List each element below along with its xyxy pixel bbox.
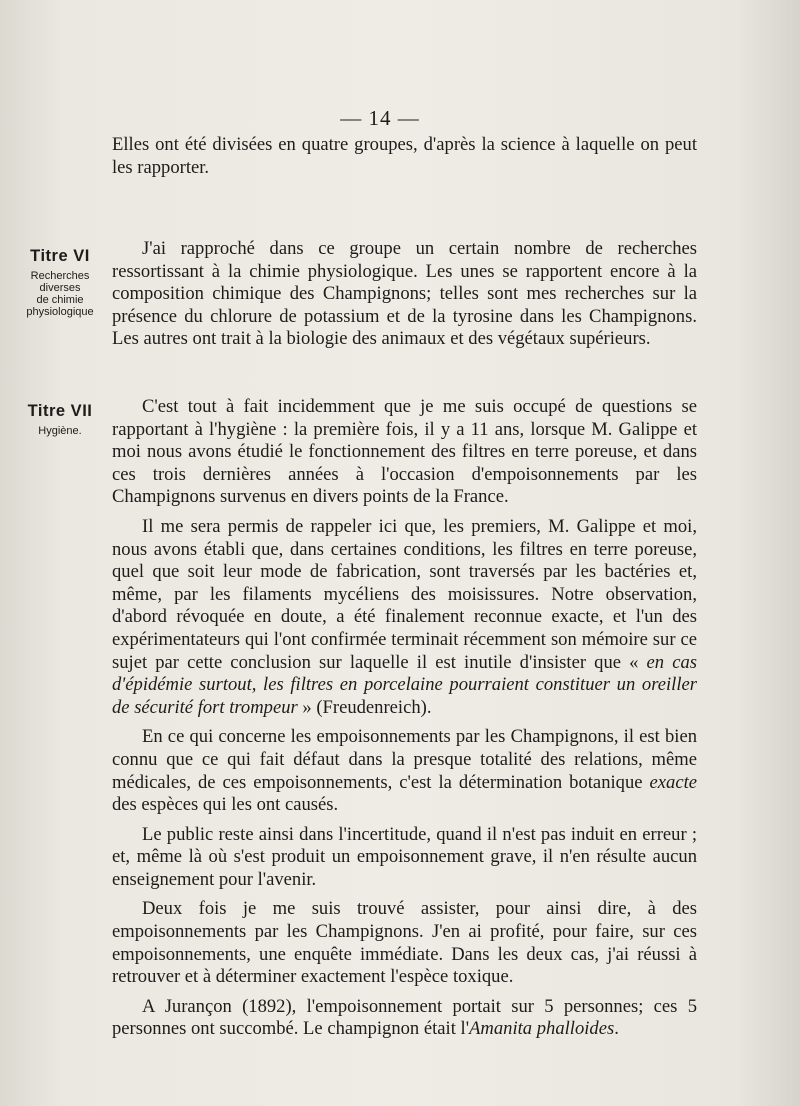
titre-vii-paragraph-3	[112, 726, 697, 816]
titre-vi-heading: Titre VI	[30, 247, 90, 265]
titre-vii-paragraph-2	[112, 516, 697, 719]
titre-vii-paragraph-4: Le public reste ainsi dans l'incertitude, quand il n'est pas induit en erreur ; et, même là où s'est produit un empoisonnement grave, il n'en résulte aucun enseignement pour l'avenir.	[112, 823, 697, 890]
titre-vii-subtitle: Hygiène.	[38, 425, 82, 437]
paragraph-6-text-a: A Jurançon (1892), l'empoisonnement portait sur 5 personnes; ces 5 personnes ont succombé. Le champignon était l'	[112, 995, 697, 1040]
page-number: — 14 —	[340, 106, 420, 130]
titre-vii-margin-note	[10, 402, 110, 437]
titre-vi-paragraph: J'ai rapproché dans ce groupe un certain nombre de recherches ressortissant à la chimie physiologique. Les unes se rapportent encore à la composition chimique des Champignons; telles sont mes recherches sur la présence du chlorure de potassium et de la tyrosine dans les Champignons. Les autres ont trait à la biologie des animaux et des végétaux supérieurs.	[112, 238, 697, 350]
titre-vii-heading: Titre VII	[27, 402, 93, 420]
intro-paragraph: Elles ont été divisées en quatre groupes, d'après la science à laquelle on peut les rapporter.	[112, 134, 697, 178]
paragraph-6-text-b: .	[614, 1018, 619, 1040]
titre-vii-paragraph-5: Deux fois je me suis trouvé assister, pour ainsi dire, à des empoisonnements par les Champignons. J'en ai profité, pour faire, sur ces empoisonnements, une enquête immédiate. Dans les deux cas, j'ai réussi à retrouver et à déterminer exactement l'espèce toxique.	[112, 898, 697, 988]
titre-vii-paragraph-6	[112, 996, 697, 1041]
paragraph-3-text-b: des espèces qui les ont causés.	[112, 794, 339, 816]
species-name: Amanita phalloides	[469, 1018, 615, 1040]
emphasis-exacte: exacte	[649, 771, 697, 793]
paragraph-2-text-b: » (Freudenreich).	[297, 696, 432, 718]
titre-vi-margin-note	[10, 247, 110, 318]
intro-block	[112, 134, 697, 186]
freudenreich-quote: en cas d'épidémie surtout, les filtres en porcelaine pourraient constituer un oreiller de sécurité fort trompeur	[112, 651, 697, 718]
paragraph-3-text-a: En ce qui concerne les empoisonnements par les Champignons, il est bien connu que ce qui fait défaut dans la presque totalité des relations, même médicales, de ces empoisonnements, c'est la détermination botanique	[112, 726, 697, 793]
titre-vi-section	[112, 238, 697, 358]
paragraph-2-text-a: Il me sera permis de rappeler ici que, les premiers, M. Galippe et moi, nous avons établi que, dans certaines conditions, les filtres en terre poreuse, quel que soit leur mode de fabrication, sont traversés par les bactéries et, même, par les filaments mycéliens des moisissures. Notre observation, d'abord révoquée en doute, a été finalement reconnue exacte, et l'un des expérimentateurs qui l'ont confirmée terminait récemment son mémoire sur ce sujet par cette conclusion sur laquelle il est inutile d'insister que «	[112, 515, 697, 673]
titre-vii-section	[112, 396, 697, 1048]
titre-vii-paragraph-1: C'est tout à fait incidemment que je me suis occupé de questions se rapportant à l'hygiène : la première fois, il y a 11 ans, lorsque M. Galippe et moi nous avons étudié le fonctionnement des filtres en terre poreuse, et dans ces trois dernières années à l'occasion d'empoisonnements par les Champignons survenus en divers points de la France.	[112, 396, 697, 508]
titre-vi-subtitle: Recherches diverses de chimie physiologique	[26, 270, 94, 318]
